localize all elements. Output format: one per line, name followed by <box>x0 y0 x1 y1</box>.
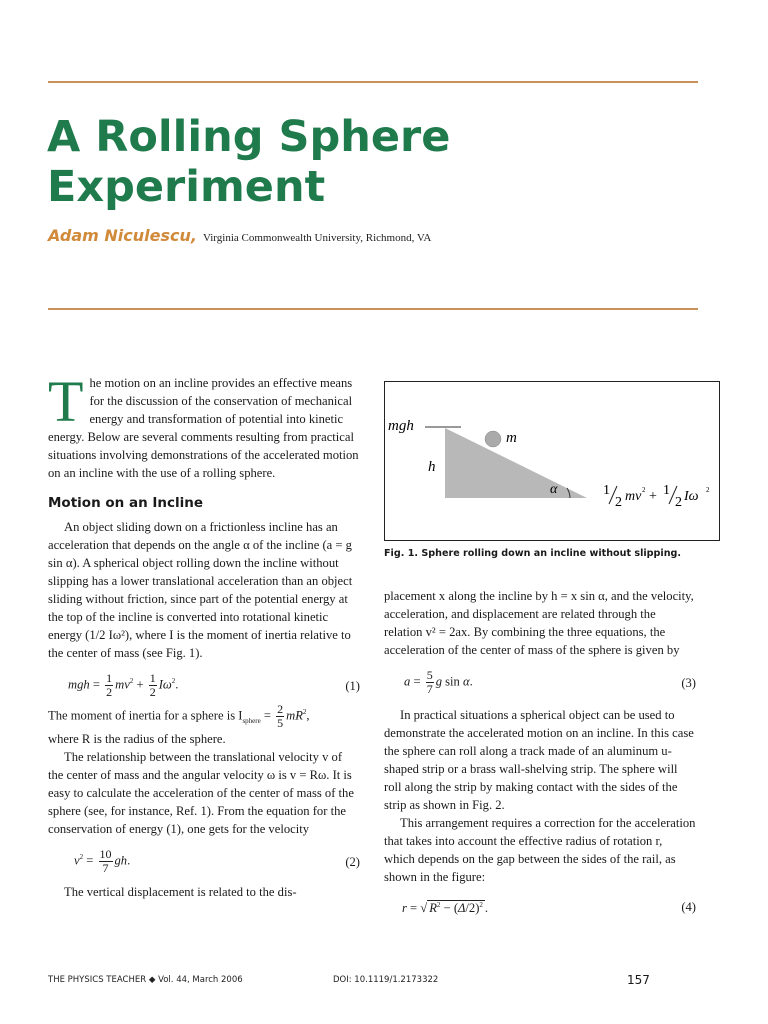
section-heading: Motion on an Incline <box>48 495 204 511</box>
left-column <box>48 369 360 901</box>
intro-paragraph <box>48 369 360 482</box>
title-line-2: Experiment <box>47 162 326 212</box>
svg-text:1: 1 <box>663 483 670 498</box>
figure-1-caption: Fig. 1. Sphere rolling down an incline without slipping. <box>384 548 682 559</box>
inertia-text: The moment of inertia for a sphere is I <box>48 708 243 723</box>
radius-text: where R is the radius of the sphere. <box>48 732 226 746</box>
sphere <box>485 431 501 447</box>
label-mgh: mgh <box>388 418 414 434</box>
paragraph-incline: An object sliding down on a frictionless incline has an acceleration that depends on the angle α of the incline (a = g sin α). A spherical object rolling down the incline without slipping has a lower translational acceleration than an object sliding without friction, since part of the potential energy at the top of the incline is converted into rotational kinetic energy (1/2 Iω²), where I is the moment of inertia relative to the center of mass (see Fig. 1). <box>48 520 353 660</box>
label-alpha: α <box>550 482 558 497</box>
equation-4: r = √ $R^2 - (\Delta/2)^2$ . (4) <box>402 899 696 916</box>
incline-diagram <box>385 382 721 542</box>
paragraph-displacement-start: The vertical displacement is related to the dis- <box>64 885 297 899</box>
paragraph-velocity: The relationship between the translational velocity v of the center of mass and the angular velocity ω is v = Rω. It is easy to calculate the acceleration of the center of mass of the sphere (see, for instance, Ref. 1). From the equation for the conservation of energy (1), one gets for the velocity <box>48 750 354 836</box>
svg-text:2: 2 <box>642 486 646 494</box>
equation-1-number: (1) <box>345 678 360 693</box>
equation-1: mgh = $\frac{1}{2}$ $mv^2$ + $\frac{1}{2}$ $I\omega^2$. (1) <box>68 671 360 699</box>
equation-2-number: (2) <box>345 854 360 869</box>
intro-text: he motion on an incline provides an effective means for the discussion of the conservation of mechanical energy and transformation of potential into kinetic energy. Below are several comments resulting from practical situations involving demonstrations of the accelerated motion on an incline with the use of a rolling sphere. <box>48 376 359 480</box>
title-line-1: A Rolling Sphere <box>47 112 451 162</box>
drop-cap: T <box>48 369 84 434</box>
header-bottom-rule <box>48 308 698 310</box>
right-column <box>384 587 696 923</box>
equation-4-number: (4) <box>681 899 696 914</box>
paragraph-moment-of-inertia: The moment of inertia for a sphere is $I_{sphere}$ = $\frac{2}{5}$ $mR^2$, where R is the radius of the sphere. <box>48 702 310 746</box>
equation-3-number: (3) <box>681 675 696 690</box>
paragraph-acceleration: placement x along the incline by h = x sin α, and the velocity, acceleration, and displacement are related through the relation v² = 2ax. By combining the three equations, the acceleration of the center of mass of the sphere is given by <box>384 589 694 657</box>
svg-text:2: 2 <box>706 486 710 494</box>
svg-text:1: 1 <box>603 483 610 498</box>
paragraph-correction: This arrangement requires a correction for the acceleration that takes into account the effective radius of rotation r, which depends on the gap between the sides of the rail, as shown in the figure: <box>384 816 696 884</box>
label-m: m <box>506 430 517 446</box>
svg-text:mv: mv <box>625 489 642 504</box>
svg-text:2: 2 <box>675 495 682 510</box>
page-number: 157 <box>627 973 650 987</box>
footer-doi: DOI: 10.1119/1.2173322 <box>333 975 439 985</box>
label-h: h <box>428 459 436 475</box>
top-rule <box>48 81 698 83</box>
equation-2: $v^2$ = $\frac{10}{7}$ gh. (2) <box>74 847 360 875</box>
byline <box>48 226 431 246</box>
kinetic-energy-expression <box>603 483 710 510</box>
equation-3: a = $\frac{5}{7}$ g sin α. (3) <box>404 668 696 696</box>
article-title <box>47 112 450 212</box>
svg-text:Iω: Iω <box>684 489 699 504</box>
paragraph-practical: In practical situations a spherical object can be used to demonstrate the accelerated motion on an incline. In this case the sphere can roll along a track made of an aluminum u-shaped strip or a brass wall-shelving strip. The sphere will roll along the strip by making contact with the sides of the strip as shown in Fig. 2. <box>384 708 694 812</box>
footer-journal: THE PHYSICS TEACHER ◆ Vol. 44, March 2006 <box>48 975 243 985</box>
svg-text:2: 2 <box>615 495 622 510</box>
svg-text:+: + <box>649 489 657 504</box>
figure-1 <box>384 381 720 541</box>
author-name: Adam Niculescu, <box>48 226 197 245</box>
inertia-subscript: sphere <box>242 716 261 725</box>
author-affiliation: Virginia Commonwealth University, Richmond, VA <box>202 232 432 244</box>
